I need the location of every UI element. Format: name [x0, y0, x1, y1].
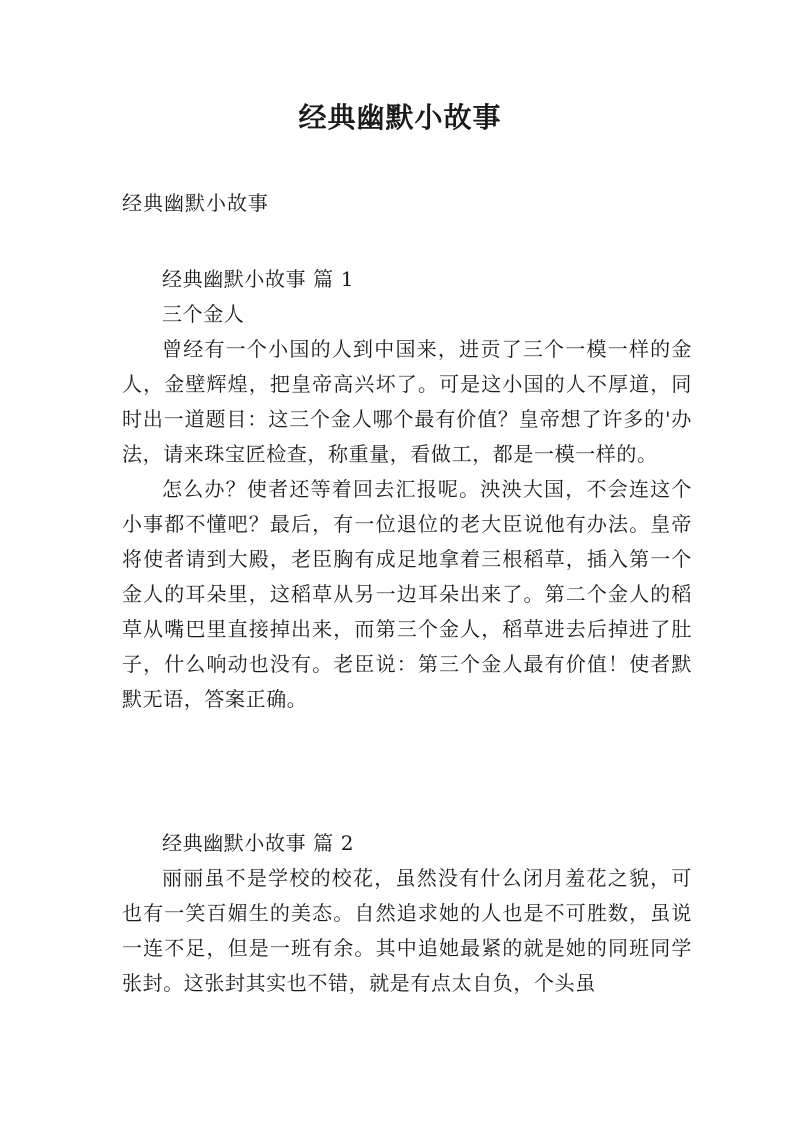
story-section-1	[122, 262, 692, 717]
story-section-2	[122, 826, 692, 1001]
document-subtitle: 经典幽默小故事	[122, 191, 269, 215]
page-title: 经典幽默小故事	[298, 101, 502, 134]
section-heading: 经典幽默小故事 篇 1	[162, 267, 355, 291]
paragraph: 丽丽虽不是学校的校花，虽然没有什么闭月羞花之貌，可也有一笑百媚生的美态。自然追求她的人也是不可胜数，虽说一连不足，但是一班有余。其中追她最紧的就是她的同班同学张封。这张封其实也不错，就是有点太自负，个头虽	[122, 866, 692, 995]
section-heading: 经典幽默小故事 篇 2	[162, 831, 355, 855]
paragraph: 怎么办？使者还等着回去汇报呢。泱泱大国，不会连这个小事都不懂吧？最后，有一位退位的老大臣说他有办法。皇帝将使者请到大殿，老臣胸有成足地拿着三根稻草，插入第一个金人的耳朵里，这稻草从另一边耳朵出来了。第二个金人的稻草从嘴巴里直接掉出来，而第三个金人，稻草进去后掉进了肚子，什么响动也没有。老臣说：第三个金人最有价值！使者默默无语，答案正确。	[122, 477, 692, 711]
story-title: 三个金人	[162, 302, 245, 326]
paragraph: 曾经有一个小国的人到中国来，进贡了三个一模一样的金人，金壁辉煌，把皇帝高兴坏了。可是这小国的人不厚道，同时出一道题目：这三个金人哪个最有价值？皇帝想了许多的'办法，请来珠宝匠检查，称重量，看做工，都是一模一样的。	[122, 337, 692, 466]
